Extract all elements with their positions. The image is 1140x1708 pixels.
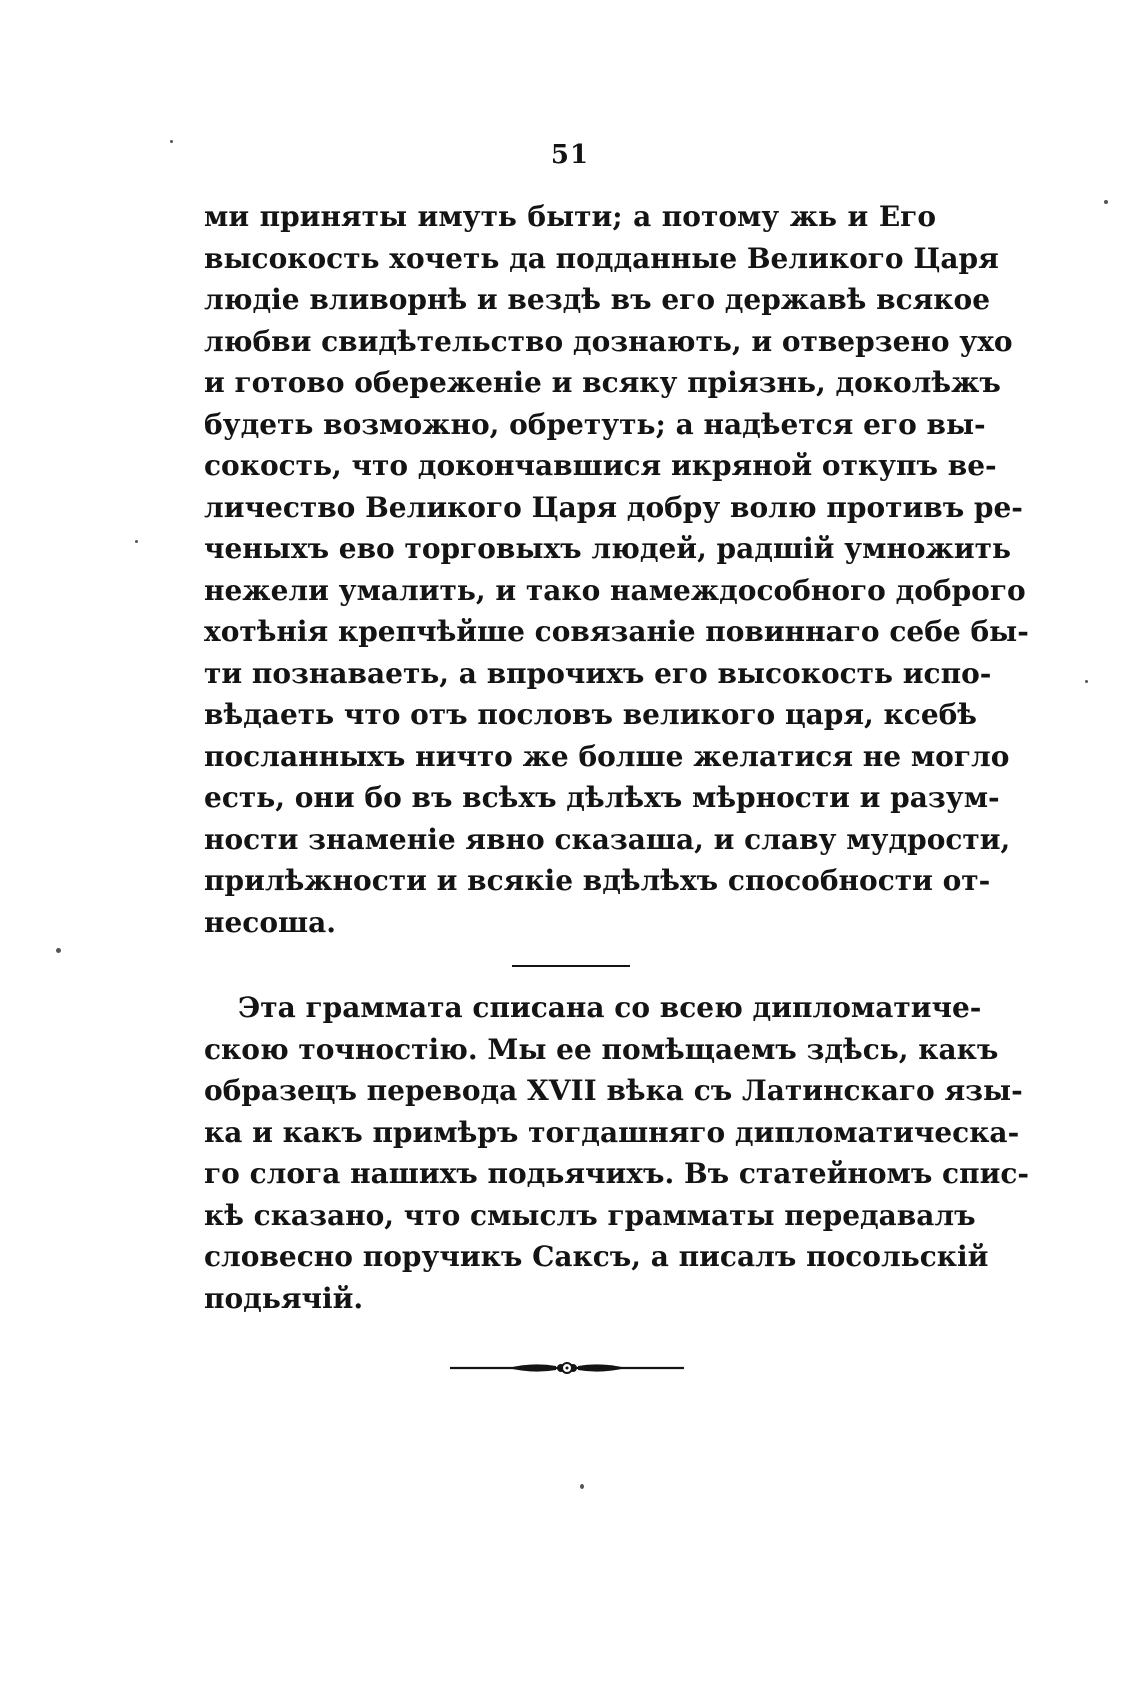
paper-speck: [1104, 200, 1108, 204]
text-line: ченыхъ ево торговыхъ людей, радшій умножить: [204, 532, 1011, 565]
paper-speck: [56, 948, 61, 953]
text-line: высокость хочеть да подданные Великого Царя: [204, 241, 999, 275]
text-line: посланныхъ ничто же болше желатися не могло: [204, 739, 1010, 773]
text-line: ми приняты имуть быти; а потому жь и Его: [204, 200, 936, 233]
text-line: людіе вливорнѣ и вездѣ въ его державѣ всякое: [204, 283, 991, 316]
text-line: есть, они бо въ всѣхъ дѣлѣхъ мѣрности и разум-: [204, 781, 1000, 814]
text-line: хотѣнія крепчѣйше совязаніе повиннаго себе бы-: [204, 615, 1029, 648]
text-line: кѣ сказано, что смыслъ грамматы передавалъ: [204, 1198, 976, 1232]
text-line: го слога нашихъ подьячихъ. Въ статейномъ спис-: [204, 1157, 1030, 1190]
text-line: нежели умалить, и тако намеждособного доброго: [204, 573, 1026, 607]
text-line: любви свидѣтельство дознають, и отверзено ухо: [204, 324, 1013, 358]
editor-note-paragraph: [204, 987, 1030, 1319]
text-line: скою точностію. Мы ее помѣщаемъ здѣсь, какъ: [204, 1032, 999, 1066]
text-line: будеть возможно, обретуть; а надѣется его вы-: [204, 407, 986, 441]
text-line: ка и какъ примѣръ тогдашняго дипломатическа-: [204, 1115, 1020, 1149]
text-line: Эта граммата списана со всею дипломатиче-: [238, 991, 982, 1024]
text-line: словесно поручикъ Саксъ, а писалъ посольскій: [204, 1240, 989, 1273]
page-number: 51: [550, 140, 590, 170]
text-line: и готово обереженіе и всяку пріязнь, доколѣжъ: [204, 366, 1001, 399]
text-line: вѣдаеть что отъ пословъ великого царя, ксебѣ: [204, 698, 977, 731]
text-line: ности знаменіе явно сказаша, и славу мудрости,: [204, 822, 1011, 856]
paper-speck: [135, 540, 138, 543]
text-line: подьячій.: [204, 1281, 364, 1315]
end-ornament: [448, 1356, 686, 1380]
section-divider: [512, 965, 630, 967]
paper-speck: [580, 1484, 584, 1489]
main-paragraph: [204, 196, 1029, 943]
text-line: сокость, что докончавшися икряной откупъ ве-: [204, 449, 997, 482]
text-line: несоша.: [204, 905, 337, 939]
paper-speck: [1085, 680, 1088, 683]
text-line: личество Великого Царя добру волю противъ ре-: [204, 490, 1023, 524]
text-line: ти познаваеть, а впрочихъ его высокость испо-: [204, 656, 992, 690]
paper-speck: [170, 140, 173, 143]
text-line: прилѣжности и всякіе вдѣлѣхъ способности от-: [204, 864, 991, 897]
text-line: образецъ перевода XVII вѣка съ Латинскаго язы-: [204, 1074, 1023, 1107]
